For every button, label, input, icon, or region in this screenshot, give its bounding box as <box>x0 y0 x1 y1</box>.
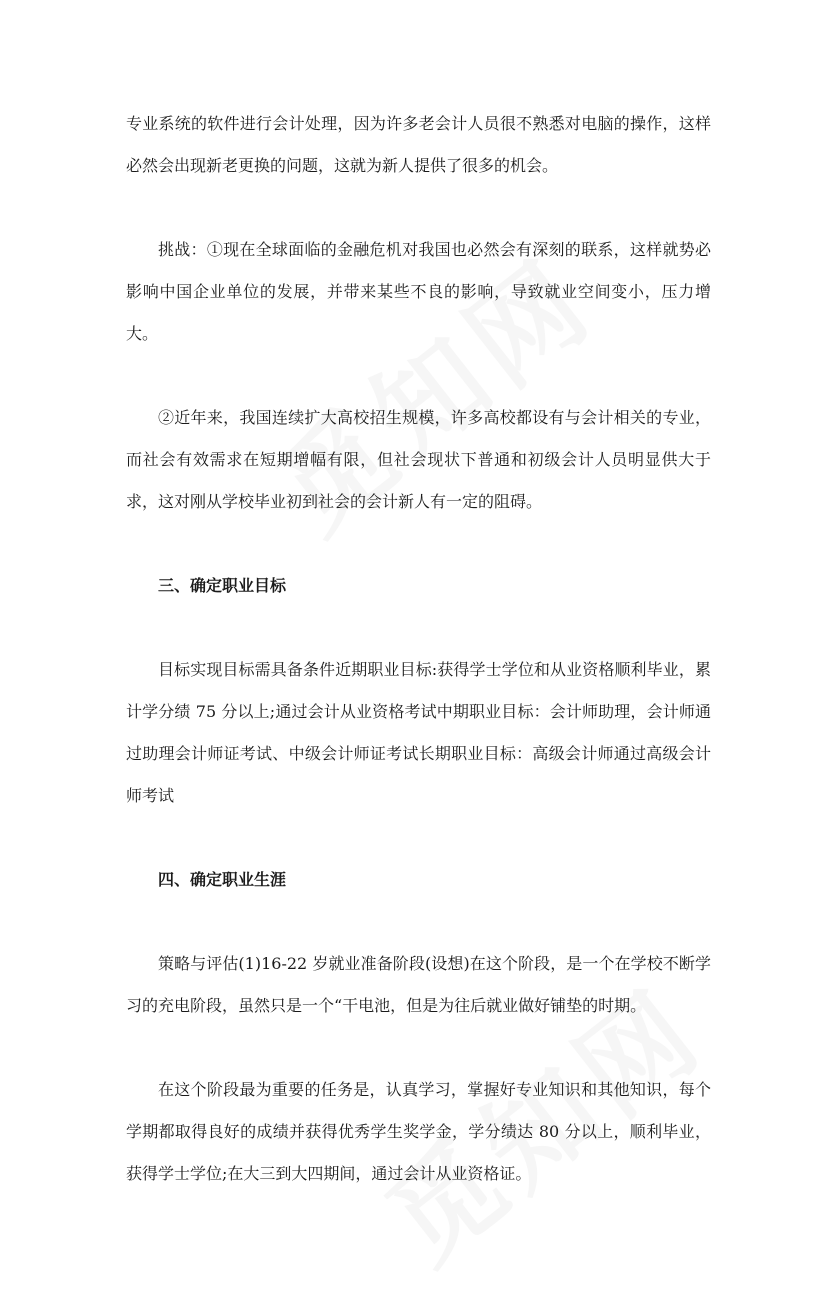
section-heading-career: 四、确定职业生涯 <box>158 870 287 889</box>
paragraph-goals: 目标实现目标需具备条件近期职业目标:获得学士学位和从业资格顺利毕业，累计学分绩 75 分以上;通过会计从业资格考试中期职业目标：会计师助理，会计师通过助理会计师证考试、中级会计师证考试长期职业目标：高级会计师通过高级会计师考试 <box>126 660 711 805</box>
paragraph-challenge-1: 挑战：①现在全球面临的金融危机对我国也必然会有深刻的联系，这样就势必影响中国企业单位的发展，并带来某些不良的影响，导致就业空间变小，压力增大。 <box>126 240 711 343</box>
section-heading-goals: 三、确定职业目标 <box>158 576 287 595</box>
paragraph-strategy: 策略与评估(1)16-22 岁就业准备阶段(设想)在这个阶段，是一个在学校不断学习的充电阶段，虽然只是一个“干电池，但是为往后就业做好铺垫的时期。 <box>126 954 711 1015</box>
document-body <box>126 103 711 1195</box>
paragraph-continuation: 专业系统的软件进行会计处理，因为许多老会计人员很不熟悉对电脑的操作，这样必然会出现新老更换的问题，这就为新人提供了很多的机会。 <box>126 114 711 175</box>
paragraph-tasks: 在这个阶段最为重要的任务是，认真学习，掌握好专业知识和其他知识，每个学期都取得良好的成绩并获得优秀学生奖学金，学分绩达 80 分以上，顺利毕业，获得学士学位;在大三到大四期间，通过会计从业资格证。 <box>126 1080 711 1183</box>
paragraph-challenge-2: ②近年来，我国连续扩大高校招生规模，许多高校都设有与会计相关的专业，而社会有效需求在短期增幅有限，但社会现状下普通和初级会计人员明显供大于求，这对刚从学校毕业初到社会的会计新人有一定的阻碍。 <box>126 408 711 511</box>
